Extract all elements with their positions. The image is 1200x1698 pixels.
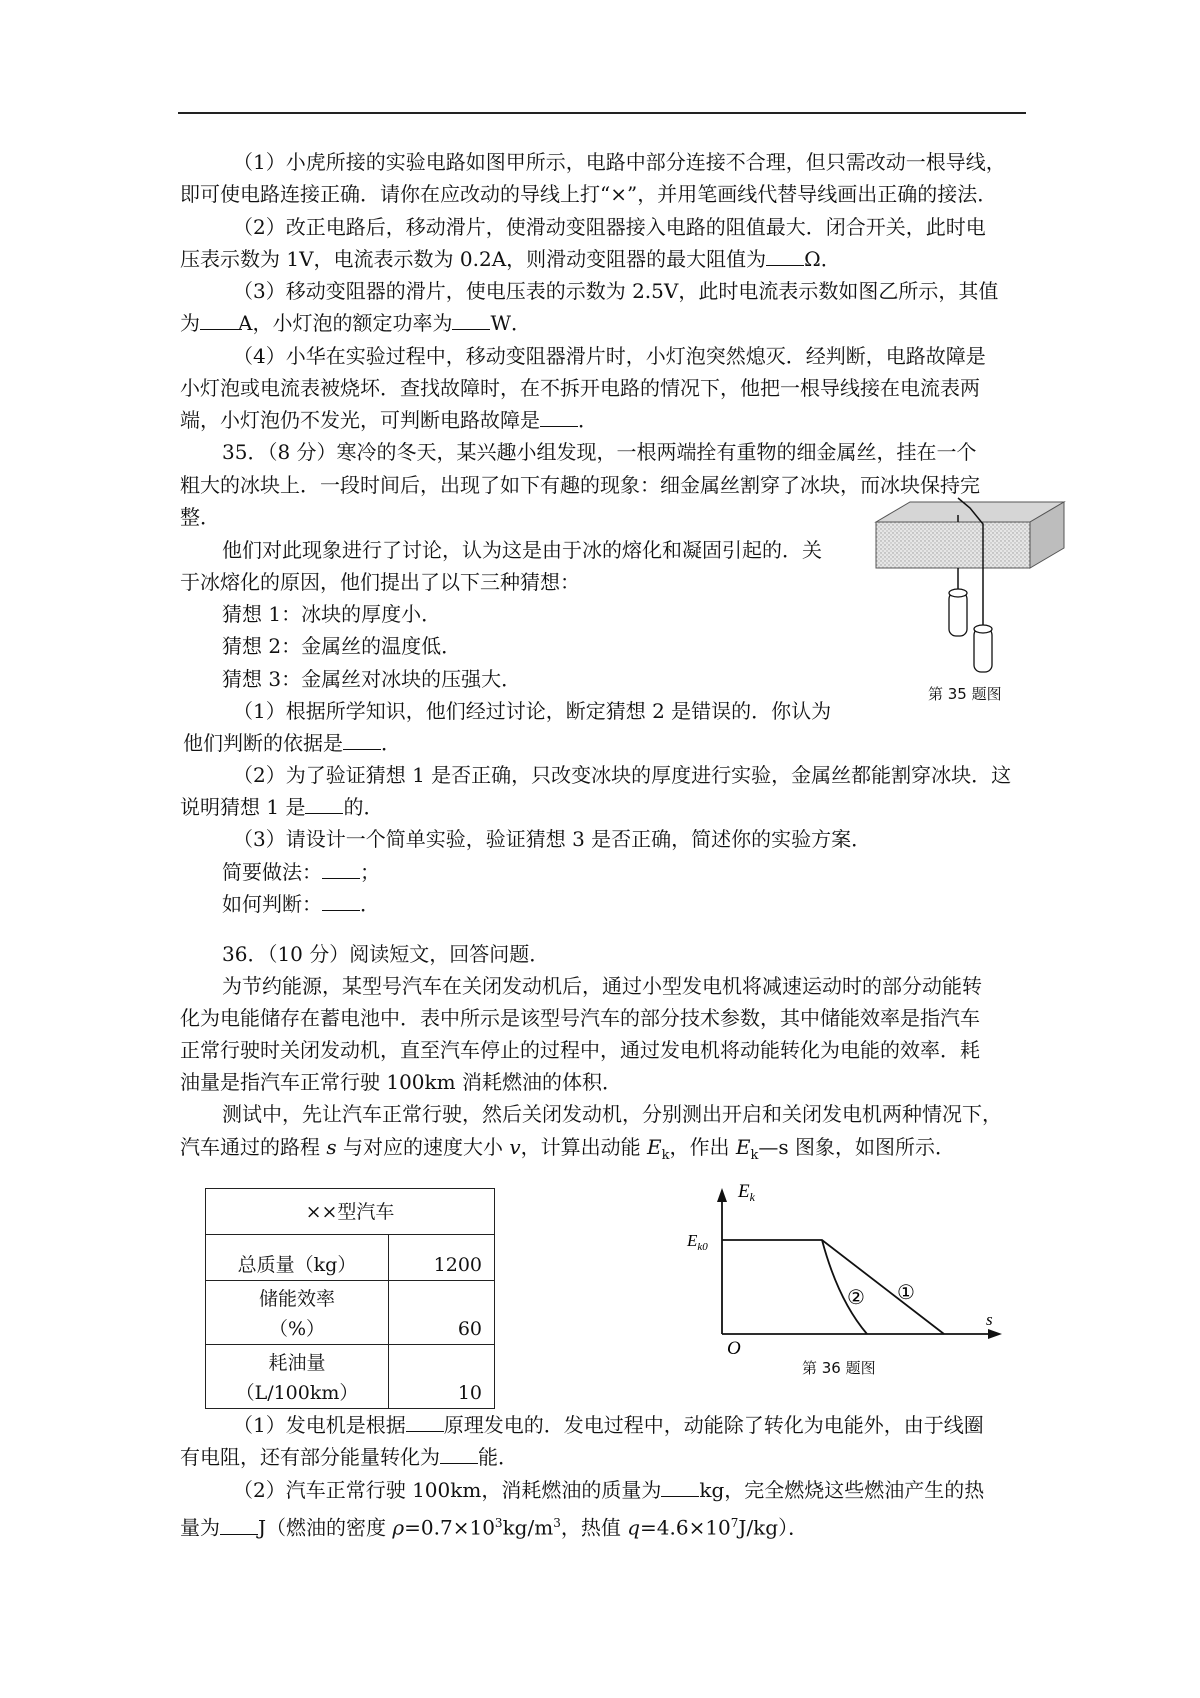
y-axis-label: $E_k$	[738, 1181, 755, 1204]
curve-1-label: ①	[897, 1282, 915, 1304]
q34-part4-line1: （4）小华在实验过程中，移动变阻器滑片时，小灯泡突然熄灭．经判断，电路故障是	[233, 344, 986, 368]
figure-36-caption: 第 36 题图	[802, 1359, 876, 1377]
ek0-label: $E_{k0}$	[687, 1231, 708, 1253]
x-axis-arrow	[988, 1329, 1002, 1339]
table-row: 储能效率 （%） 60	[206, 1281, 495, 1345]
answer-blank[interactable]	[220, 1516, 258, 1535]
car-spec-table	[205, 1188, 495, 1409]
q35-sub2-line1: （2）为了验证猜想 1 是否正确，只改变冰块的厚度进行实验，金属丝都能割穿冰块．这	[233, 763, 1012, 787]
q35-sub2-line2: 说明猜想 1 是 的．	[180, 795, 384, 819]
q34-part4-line2: 小灯泡或电流表被烧坏．查找故障时，在不拆开电路的情况下，他把一根导线接在电流表两	[180, 376, 980, 400]
q36-title: 36．（10 分）阅读短文，回答问题．	[222, 942, 550, 966]
answer-blank[interactable]	[452, 311, 490, 330]
q36-text-line1: 为节约能源，某型号汽车在关闭发动机后，通过小型发电机将减速运动时的部分动能转	[222, 974, 982, 998]
answer-blank[interactable]	[200, 311, 238, 330]
origin-label: O	[727, 1338, 741, 1359]
answer-blank[interactable]	[322, 892, 360, 911]
q35-sub3-judge: 如何判断： ．	[222, 892, 380, 916]
q36-answer2-line2: 量为 J（燃油的密度 $\rho=0.7\times 10^3kg/m^3$，热值 $q=4.6\times 10^7J/kg$）．	[180, 1515, 809, 1540]
answer-blank[interactable]	[305, 795, 343, 814]
q36-text-line6: 汽车通过的路程 s 与对应的速度大小 v，计算出动能 $E_k$，作出 $E_k—s$ 图象，如图所示．	[180, 1135, 955, 1163]
answer-blank[interactable]	[540, 408, 578, 427]
q36-text-line2: 化为电能储存在蓄电池中．表中所示是该型号汽车的部分技术参数，其中储能效率是指汽车	[180, 1006, 980, 1030]
answer-blank[interactable]	[343, 731, 381, 750]
q35-guess-2: 猜想 2：金属丝的温度低．	[222, 634, 462, 658]
q34-part1-line1: （1）小虎所接的实验电路如图甲所示，电路中部分连接不合理，但只需改动一根导线，	[233, 150, 1006, 174]
weight-right	[974, 628, 992, 672]
q35-guess-3: 猜想 3：金属丝对冰块的压强大．	[222, 667, 522, 691]
answer-blank[interactable]	[766, 247, 804, 266]
q34-part4-line3: 端，小灯泡仍不发光，可判断电路故障是 ．	[180, 408, 598, 432]
q34-part3-line2: 为 A，小灯泡的额定功率为 W．	[180, 311, 532, 335]
q35-stem-line5: 于冰熔化的原因，他们提出了以下三种猜想：	[180, 570, 580, 594]
ek-s-graph	[687, 1181, 1020, 1359]
x-axis-label: s	[986, 1310, 993, 1329]
q35-guess-1: 猜想 1：冰块的厚度小．	[222, 602, 442, 626]
figure-35-caption: 第 35 题图	[928, 685, 1002, 703]
q36-answer2-line1: （2）汽车正常行驶 100km，消耗燃油的质量为 kg，完全燃烧这些燃油产生的热	[233, 1478, 985, 1502]
table-row: 总质量（kg） 1200	[206, 1235, 495, 1281]
q34-part2-line1: （2）改正电路后，移动滑片，使滑动变阻器接入电路的阻值最大．闭合开关，此时电	[233, 215, 986, 239]
q36-text-line4: 油量是指汽车正常行驶 100km 消耗燃油的体积．	[180, 1070, 622, 1094]
q34-part3-line1: （3）移动变阻器的滑片，使电压表的示数为 2.5V，此时电流表示数如图乙所示，其值	[233, 279, 999, 303]
q35-stem-line1: 35．（8 分）寒冷的冬天，某兴趣小组发现，一根两端拴有重物的细金属丝，挂在一个	[222, 440, 977, 464]
q36-answer1-line1: （1）发电机是根据 原理发电的．发电过程中，动能除了转化为电能外，由于线圈	[233, 1413, 984, 1437]
answer-blank[interactable]	[440, 1445, 478, 1464]
q35-stem-line4: 他们对此现象进行了讨论，认为这是由于冰的熔化和凝固引起的．关	[222, 538, 822, 562]
weight-left	[949, 592, 967, 636]
q35-sub3-method: 简要做法： ；	[222, 860, 380, 884]
q36-text-line5: 测试中，先让汽车正常行驶，然后关闭发动机，分别测出开启和关闭发电机两种情况下，	[222, 1102, 1002, 1126]
answer-blank[interactable]	[661, 1478, 699, 1497]
ice-block-front	[876, 522, 1030, 568]
q35-sub1-line1: （1）根据所学知识，他们经过讨论，断定猜想 2 是错误的．你认为	[233, 699, 832, 723]
answer-blank[interactable]	[322, 860, 360, 879]
q35-sub3-line1: （3）请设计一个简单实验，验证猜想 3 是否正确，简述你的实验方案．	[233, 827, 872, 851]
answer-blank[interactable]	[406, 1413, 444, 1432]
q35-sub1-line2: 他们判断的依据是 ．	[183, 731, 401, 755]
q34-part2-line2: 压表示数为 1V，电流表示数为 0.2A，则滑动变阻器的最大阻值为 Ω．	[180, 247, 841, 271]
y-axis-arrow	[717, 1188, 727, 1202]
header-rule	[178, 112, 1026, 114]
q36-text-line3: 正常行驶时关闭发动机，直至汽车停止的过程中，通过发电机将动能转化为电能的效率．耗	[180, 1038, 980, 1062]
curve-2-label: ②	[847, 1287, 865, 1309]
q36-answer1-line2: 有电阻，还有部分能量转化为 能．	[180, 1445, 518, 1469]
q34-part1-line2: 即可使电路连接正确．请你在应改动的导线上打“×”，并用笔画线代替导线画出正确的接法．	[180, 182, 998, 206]
ice-block-figure	[868, 500, 1078, 680]
table-row: 耗油量 （L/100km） 10	[206, 1345, 495, 1409]
q35-stem-line3: 整．	[180, 505, 220, 529]
table-title: ××型汽车	[206, 1189, 495, 1235]
q35-stem-line2: 粗大的冰块上．一段时间后，出现了如下有趣的现象：细金属丝割穿了冰块，而冰块保持完	[180, 473, 980, 497]
